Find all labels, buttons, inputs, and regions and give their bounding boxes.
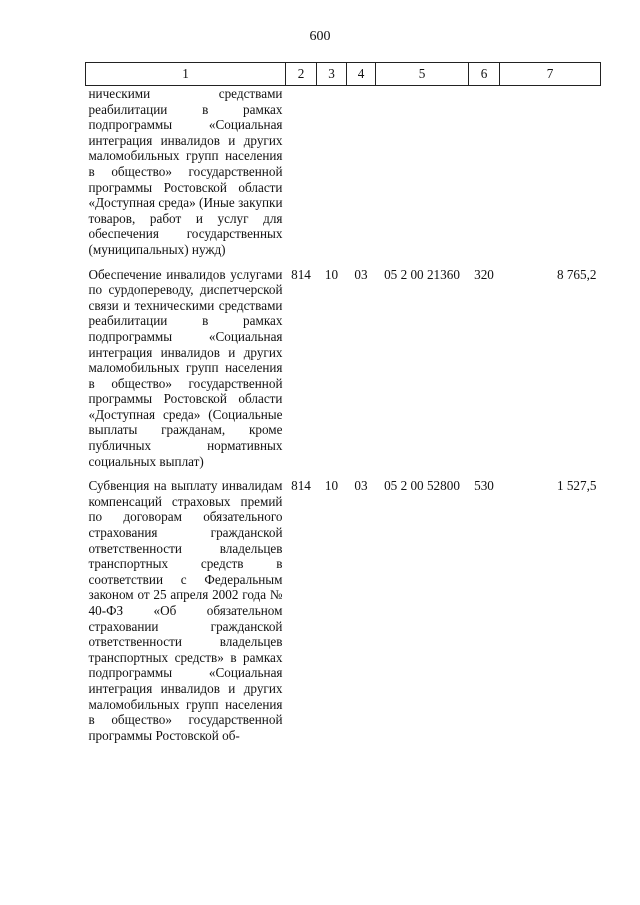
table-row bbox=[86, 478, 601, 752]
row-col5: 05 2 00 52800 bbox=[384, 478, 460, 494]
row-col4: 03 bbox=[354, 478, 368, 494]
header-col-6: 6 bbox=[469, 63, 500, 86]
header-col-7: 7 bbox=[500, 63, 601, 86]
page-number: 600 bbox=[309, 29, 331, 44]
row-col7: 8 765,2 bbox=[556, 266, 597, 282]
header-col-3: 3 bbox=[317, 63, 347, 86]
row-description: Обеспечение инвалидов услугами по сурдопереводу, диспетчерской связи и техническими средствами реабилитации в рамках подпрограммы «Социальная интеграция инвалидов и других маломобильных групп населения в общество» государственной программы Ростовской области «Доступная среда» (Социальные выплаты гражданам, кроме публичных нормативных социальных выплат) bbox=[88, 266, 283, 469]
header-col-4: 4 bbox=[347, 63, 376, 86]
row-col6: 530 bbox=[474, 478, 494, 494]
row-col4: 03 bbox=[354, 266, 368, 282]
row-col2 bbox=[286, 86, 317, 267]
row-col6 bbox=[469, 86, 500, 267]
row-col3: 10 bbox=[324, 266, 339, 282]
row-col3 bbox=[317, 86, 347, 267]
header-col-5: 5 bbox=[376, 63, 469, 86]
header-col-2: 2 bbox=[286, 63, 317, 86]
row-col4 bbox=[347, 86, 376, 267]
row-col7: 1 527,5 bbox=[556, 478, 597, 494]
row-col6: 320 bbox=[474, 266, 494, 282]
row-col3: 10 bbox=[324, 478, 339, 494]
row-col2: 814 bbox=[291, 266, 311, 282]
row-col2: 814 bbox=[291, 478, 311, 494]
table-row bbox=[86, 86, 601, 267]
row-description: ническими средствами реабилитации в рамках подпрограммы «Социальная интеграция инвалидов и других маломобильных групп населения в общество» государственной программы Ростовской области «Доступная среда» (Иные закупки товаров, работ и услуг для обеспечения государственных (муниципальных) нужд) bbox=[88, 86, 283, 257]
row-col5 bbox=[376, 86, 469, 267]
table-header-row bbox=[86, 63, 601, 86]
budget-table bbox=[85, 62, 601, 752]
row-description: Субвенция на выплату инвалидам компенсаций страховых премий по договорам обязательного страхования гражданской ответственности владельцев транспортных средств в соответствии с Федеральным законом от 25 апреля 2002 года № 40-ФЗ «Об обязательном страховании гражданской ответственности владельцев транспортных средств» в рамках подпрограммы «Социальная интеграция инвалидов и других маломобильных групп населения в общество» государственной программы Ростовской об- bbox=[88, 478, 283, 743]
header-col-1: 1 bbox=[86, 63, 286, 86]
row-col7 bbox=[500, 86, 601, 267]
row-col5: 05 2 00 21360 bbox=[384, 266, 460, 282]
table-row bbox=[86, 267, 601, 479]
